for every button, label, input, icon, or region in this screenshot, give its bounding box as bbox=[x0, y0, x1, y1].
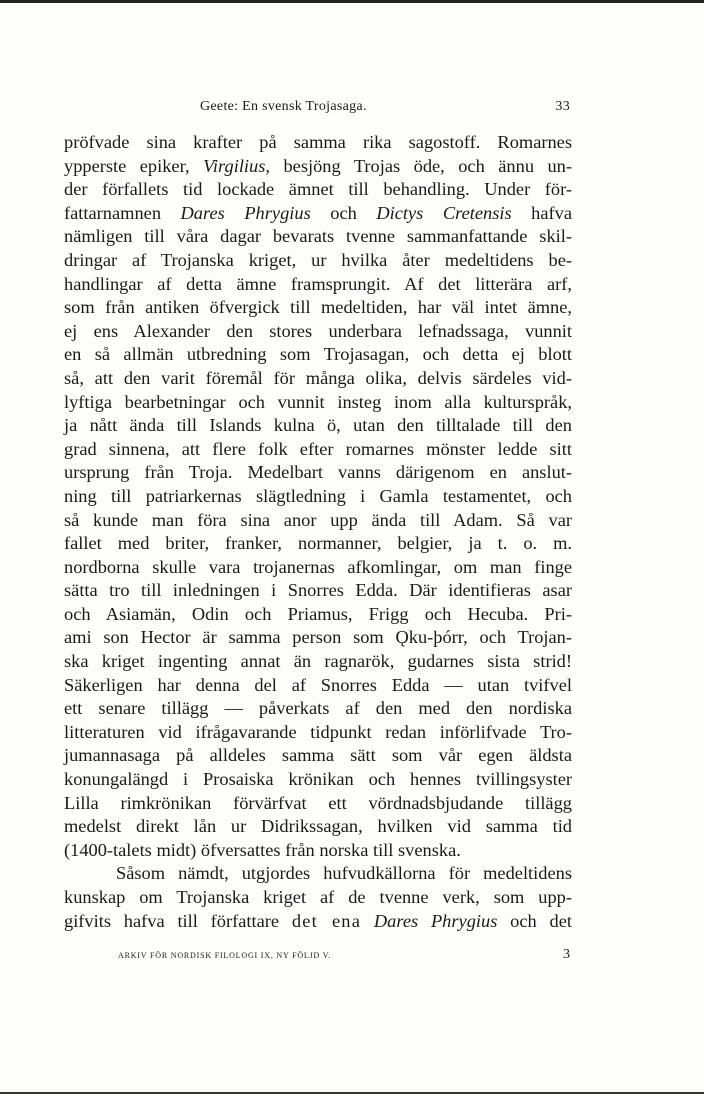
text-segment: ursprung från Troja. Medelbart vanns därigenom en anslut- bbox=[64, 462, 572, 483]
italic-title: Dictys Cretensis bbox=[376, 202, 512, 223]
text-segment: så kunde man föra sina anor upp ända till Adam. Så var bbox=[64, 509, 572, 530]
text-segment: konungalängd i Prosaiska krönikan och hennes tvillingsyster bbox=[64, 769, 572, 790]
text-line bbox=[64, 744, 572, 768]
text-segment: jumannasaga på alldeles samma sätt som vår egen äldsta bbox=[64, 745, 572, 766]
text-segment: och det bbox=[497, 910, 572, 931]
text-segment: grad sinnena, att flere folk efter romarnes mönster ledde sitt bbox=[64, 438, 572, 459]
text-segment: sätta tro till inledningen i Snorres Edda. Där identifieras asar bbox=[64, 580, 572, 601]
text-segment: ej ens Alexander den stores underbara lefnadssaga, vunnit bbox=[64, 320, 572, 341]
text-segment: lyftiga bearbetningar och vunnit insteg inom alla kulturspråk, bbox=[64, 391, 572, 412]
text-line bbox=[64, 414, 572, 438]
text-segment: och bbox=[310, 202, 377, 223]
text-segment: nämligen till våra dagar bevarats tvenne sammanfattande skil- bbox=[64, 226, 572, 247]
signature-mark: 3 bbox=[563, 947, 570, 962]
text-line bbox=[64, 886, 572, 910]
text-line bbox=[64, 273, 572, 297]
text-line bbox=[64, 391, 572, 415]
spaced-text: det ena bbox=[291, 910, 362, 931]
text-segment: handlingar af detta ämne framsprungit. Af det litterära arf, bbox=[64, 273, 572, 294]
italic-title: Virgilius, bbox=[203, 155, 270, 176]
body-text bbox=[64, 131, 572, 933]
text-segment: der förfallets tid lockade ämnet till behandling. Under för- bbox=[64, 179, 572, 200]
text-line bbox=[64, 131, 572, 155]
text-line bbox=[64, 556, 572, 580]
text-segment: pröfvade sina krafter på samma rika sagostoff. Romarnes bbox=[64, 132, 572, 152]
text-line bbox=[64, 603, 572, 627]
text-line bbox=[64, 650, 572, 674]
text-line bbox=[64, 839, 572, 863]
text-line bbox=[64, 485, 572, 509]
text-line bbox=[64, 320, 572, 344]
text-segment: ett senare tillägg — påverkats af den med den nordiska bbox=[64, 698, 572, 719]
journal-footer: ARKIV FÖR NORDISK FILOLOGI IX, NY FÖLJD V. bbox=[118, 951, 332, 960]
text-line bbox=[64, 697, 572, 721]
text-segment: fattarnamnen bbox=[64, 202, 181, 223]
text-segment: och Asiamän, Odin och Priamus, Frigg och Hecuba. Pri- bbox=[64, 603, 572, 624]
page-footer bbox=[118, 948, 570, 962]
text-segment: en så allmän utbredning som Trojasagan, och detta ej blott bbox=[64, 344, 572, 365]
text-segment: medelst direkt lån ur Didrikssagan, hvilken vid samma tid bbox=[64, 816, 572, 837]
text-segment: ami son Hector är samma person som Ǫku-þórr, och Trojan- bbox=[64, 627, 572, 648]
text-line bbox=[64, 225, 572, 249]
text-segment: Lilla rimkrönikan förvärfvat ett vördnadsbjudande tillägg bbox=[64, 792, 572, 813]
text-line bbox=[64, 461, 572, 485]
running-title: Geete: En svensk Trojasaga. bbox=[200, 99, 367, 114]
text-line bbox=[64, 438, 572, 462]
text-line bbox=[64, 579, 572, 603]
text-segment: gifvits hafva till författare bbox=[64, 910, 292, 931]
text-segment: kunskap om Trojanska kriget af de tvenne verk, som upp- bbox=[64, 887, 572, 907]
text-line bbox=[64, 721, 572, 745]
text-segment: dringar af Trojanska kriget, ur hvilka åter medeltidens be- bbox=[64, 249, 572, 270]
text-line bbox=[64, 202, 572, 226]
italic-title: Dares Phrygius bbox=[373, 910, 498, 931]
running-head bbox=[64, 99, 570, 119]
text-segment: fallet med briter, franker, normanner, belgier, ja t. o. m. bbox=[64, 533, 572, 554]
text-line bbox=[64, 862, 572, 886]
text-line bbox=[64, 815, 572, 839]
text-segment: så, att den varit föremål för många olika, delvis särdeles vid- bbox=[64, 367, 572, 388]
top-edge-rule bbox=[0, 0, 704, 3]
text-segment: ning till patriarkernas slägtledning i Gamla testamentet, och bbox=[64, 485, 572, 506]
text-segment: nordborna skulle vara trojanernas afkomlingar, om man finge bbox=[64, 556, 572, 577]
text-line bbox=[64, 532, 572, 556]
text-segment: litteraturen vid ifrågavarande tidpunkt redan införlifvade Tro- bbox=[64, 721, 572, 742]
text-line bbox=[64, 792, 572, 816]
text-line bbox=[64, 343, 572, 367]
text-segment: ja nått ända till Islands kulna ö, utan den tilltalade till den bbox=[64, 415, 572, 436]
text-segment: besjöng Trojas öde, och ännu un- bbox=[270, 155, 572, 176]
text-segment: hafva bbox=[511, 202, 572, 223]
bottom-edge-rule bbox=[0, 1092, 704, 1094]
text-line bbox=[64, 509, 572, 533]
text-segment: Såsom nämdt, utgjordes hufvudkällorna för medeltidens bbox=[116, 863, 572, 884]
text-segment bbox=[361, 911, 374, 931]
text-line bbox=[64, 178, 572, 202]
text-segment: (1400-talets midt) öfversattes från norska till svenska. bbox=[64, 839, 461, 860]
text-segment: ypperste epiker, bbox=[64, 155, 204, 176]
text-line bbox=[64, 626, 572, 650]
italic-title: Dares Phrygius bbox=[180, 202, 311, 223]
text-line bbox=[64, 155, 572, 179]
text-line bbox=[64, 674, 572, 698]
page-number: 33 bbox=[555, 99, 570, 114]
text-line bbox=[64, 249, 572, 273]
text-line bbox=[64, 296, 572, 320]
text-line bbox=[64, 910, 572, 934]
text-line bbox=[64, 768, 572, 792]
text-segment: som från antiken öfvergick till medeltiden, har väl intet ämne, bbox=[64, 297, 572, 318]
text-segment: ska kriget ingenting annat än ragnarök, gudarnes sista strid! bbox=[64, 651, 572, 672]
text-line bbox=[64, 367, 572, 391]
text-segment: Säkerligen har denna del af Snorres Edda — utan tvifvel bbox=[64, 674, 572, 695]
